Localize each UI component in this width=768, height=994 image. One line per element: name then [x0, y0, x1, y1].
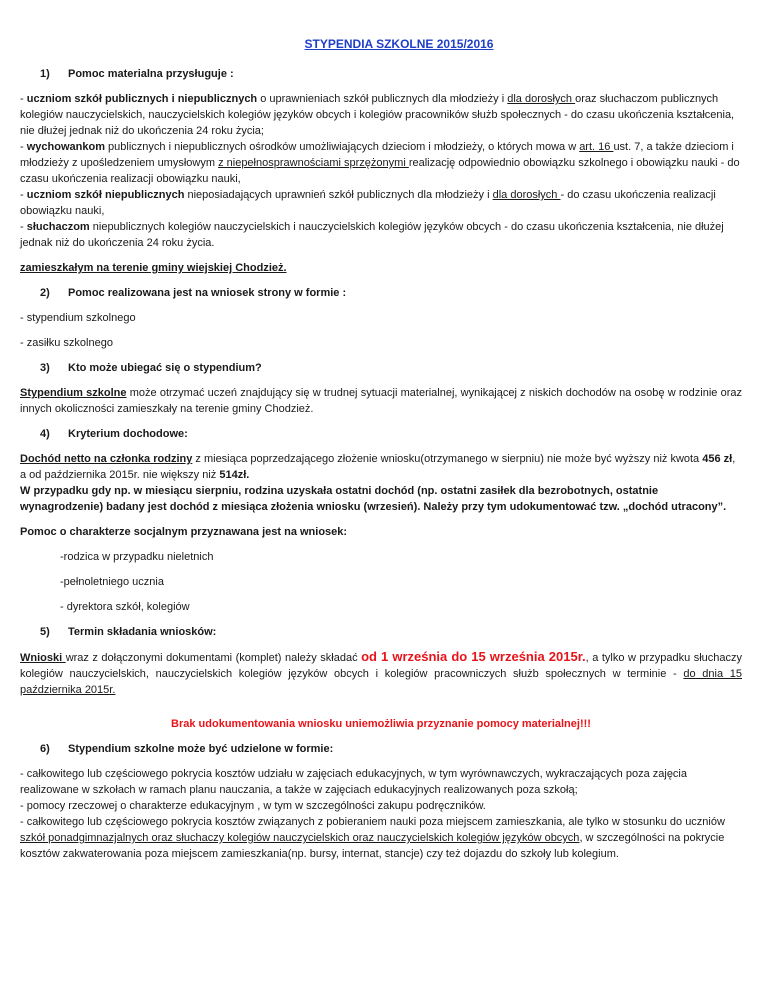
section-number: 2) — [40, 287, 50, 299]
spacer — [20, 540, 742, 549]
section-5-heading — [20, 624, 742, 640]
section-title: Kto może ubiegać się o stypendium? — [68, 362, 262, 374]
spacer — [20, 326, 742, 335]
income-limit-1: 456 zł — [702, 453, 733, 465]
spacer — [20, 251, 742, 260]
form-item-allowance: - zasiłku szkolnego — [20, 337, 113, 349]
who-can-apply-text: Stypendium szkolne może otrzymać uczeń znajdujący się w trudnej sytuacji materialnej, wynikającej z niskich dochodów na osobę w rodzinie oraz innych okoliczności zamieszkały na terenie gminy Chodzież. — [20, 387, 742, 415]
spacer — [20, 590, 742, 599]
eligibility-item-1: - uczniom szkół publicznych i niepublicznych o uprawnieniach szkół publicznych dla młodzieży i dla dorosłych oraz słuchaczom publicznych kolegiów nauczycielskich, nauczycielskich kolegiów języków obcych i kolegiów pracowników służb społecznych - do czasu ukończenia kształcenia, nie dłużej jednak niż do ukończenia 24 roku życia; — [20, 93, 735, 137]
income-criterion-text: Dochód netto na członka rodziny z miesiąca poprzedzającego złożenie wniosku(otrzymanego w sierpniu) nie może być wyższy niż kwota 456 zł, a od października 2015r. nie większy niż 514zł. — [20, 453, 736, 481]
spacer — [20, 707, 742, 716]
eligibility-item-2: - wychowankom publicznych i niepublicznych ośrodków umożliwiających dzieciom i młodzieży, o których mowa w art. 16 ust. 7, a także dzieciom i młodzieży z upośledzeniem umysłowym z niepełnosprawnościami sprzężonymi realizację odpowiednio obowiązku szkolnego i obowiązku nauki - do czasu ukończenia realizacji obowiązku nauki, — [20, 141, 740, 185]
residence-requirement: zamieszkałym na terenie gminy wiejskiej Chodzież. — [20, 262, 287, 274]
section-1-heading — [20, 66, 742, 82]
applicant-director: - dyrektora szkół, kolegiów — [60, 601, 190, 613]
section-number: 3) — [40, 362, 50, 374]
section-4-heading — [20, 426, 742, 442]
application-deadline: od 1 września do 15 września 2015r. — [361, 649, 586, 664]
section-number: 1) — [40, 68, 50, 80]
spacer — [20, 417, 742, 426]
college-deadline: do dnia 15 października 2015r. — [20, 668, 742, 696]
section-title: Kryterium dochodowe: — [68, 428, 188, 440]
eligibility-item-4: - słuchaczom niepublicznych kolegiów nauczycielskich i nauczycielskich kolegiów języków obcych - do czasu ukończenia kształcenia, nie dłużej jednak niż do ukończenia 24 roku życia. — [20, 221, 724, 249]
income-limit-2: 514zł. — [219, 469, 250, 481]
section-2-heading — [20, 285, 742, 301]
spacer — [20, 515, 742, 524]
documentation-warning: Brak udokumentowania wniosku uniemożliwia przyznanie pomocy materialnej!!! — [171, 718, 591, 730]
spacer — [20, 732, 742, 741]
document-title: STYPENDIA SZKOLNE 2015/2016 — [304, 37, 494, 51]
section-number: 4) — [40, 428, 50, 440]
section-number: 5) — [40, 626, 50, 638]
scholarship-form-2: - pomocy rzeczowej o charakterze edukacyjnym , w tym w szczególności zakupu podręczników. — [20, 800, 486, 812]
section-title: Termin składania wniosków: — [68, 626, 217, 638]
section-6-heading — [20, 741, 742, 757]
spacer — [20, 615, 742, 624]
scholarship-form-3: - całkowitego lub częściowego pokrycia kosztów związanych z pobieraniem nauki poza miejscem zamieszkania, ale tylko w stosunku do uczniów szkół ponadgimnazjalnych oraz słuchaczy kolegiów nauczycielskich oraz nauczycielskich kolegiów języków obcych, w szczególności na pokrycie kosztów zakwaterowania poza miejscem zamieszkania(np. bursy, internat, stancje) czy też dojazdu do szkoły lub kolegium. — [20, 816, 725, 860]
applicant-adult-student: -pełnoletniego ucznia — [60, 576, 164, 588]
section-title: Stypendium szkolne może być udzielone w formie: — [68, 743, 334, 755]
scholarship-form-1: - całkowitego lub częściowego pokrycia kosztów udziału w zajęciach edukacyjnych, w tym wyrównawczych, wykraczających poza zajęcia realizowane w szkołach w ramach planu nauczania, a także w zajęciach edukacyjnych realizowanych poza szkołą; — [20, 768, 687, 796]
social-aid-heading: Pomoc o charakterze socjalnym przyznawana jest na wniosek: — [20, 526, 348, 538]
section-title: Pomoc realizowana jest na wniosek strony w formie : — [68, 287, 347, 299]
lost-income-note: W przypadku gdy np. w miesiącu sierpniu, rodzina uzyskała ostatni dochód (np. ostatni zasiłek dla bezrobotnych, ostatnie wynagrodzenie) badany jest dochód z miesiąca złożenia wniosku (wrzesień). Należy przy tym udokumentować tzw. „dochód utracony”. — [20, 485, 727, 513]
spacer — [20, 351, 742, 360]
section-title: Pomoc materialna przysługuje : — [68, 68, 234, 80]
eligibility-item-3: - uczniom szkół niepublicznych nieposiadających uprawnień szkół publicznych dla młodzieży i dla dorosłych - do czasu ukończenia realizacji obowiązku nauki, — [20, 189, 716, 217]
deadline-text: Wnioski wraz z dołączonymi dokumentami (komplet) należy składać od 1 września do 15 września 2015r., a tylko w przypadku słuchaczy kolegiów nauczycielskich, nauczycielskich kolegiów języków obcych i kolegiów pracowniczych służb społecznych w terminie - do dnia 15 października 2015r. — [20, 649, 742, 696]
form-item-scholarship: - stypendium szkolnego — [20, 312, 136, 324]
section-3-heading — [20, 360, 742, 376]
applicant-parent: -rodzica w przypadku nieletnich — [60, 551, 214, 563]
law-article-link: art. 16 — [579, 141, 614, 153]
spacer — [20, 565, 742, 574]
section-number: 6) — [40, 743, 50, 755]
spacer — [20, 276, 742, 285]
spacer — [20, 698, 742, 707]
